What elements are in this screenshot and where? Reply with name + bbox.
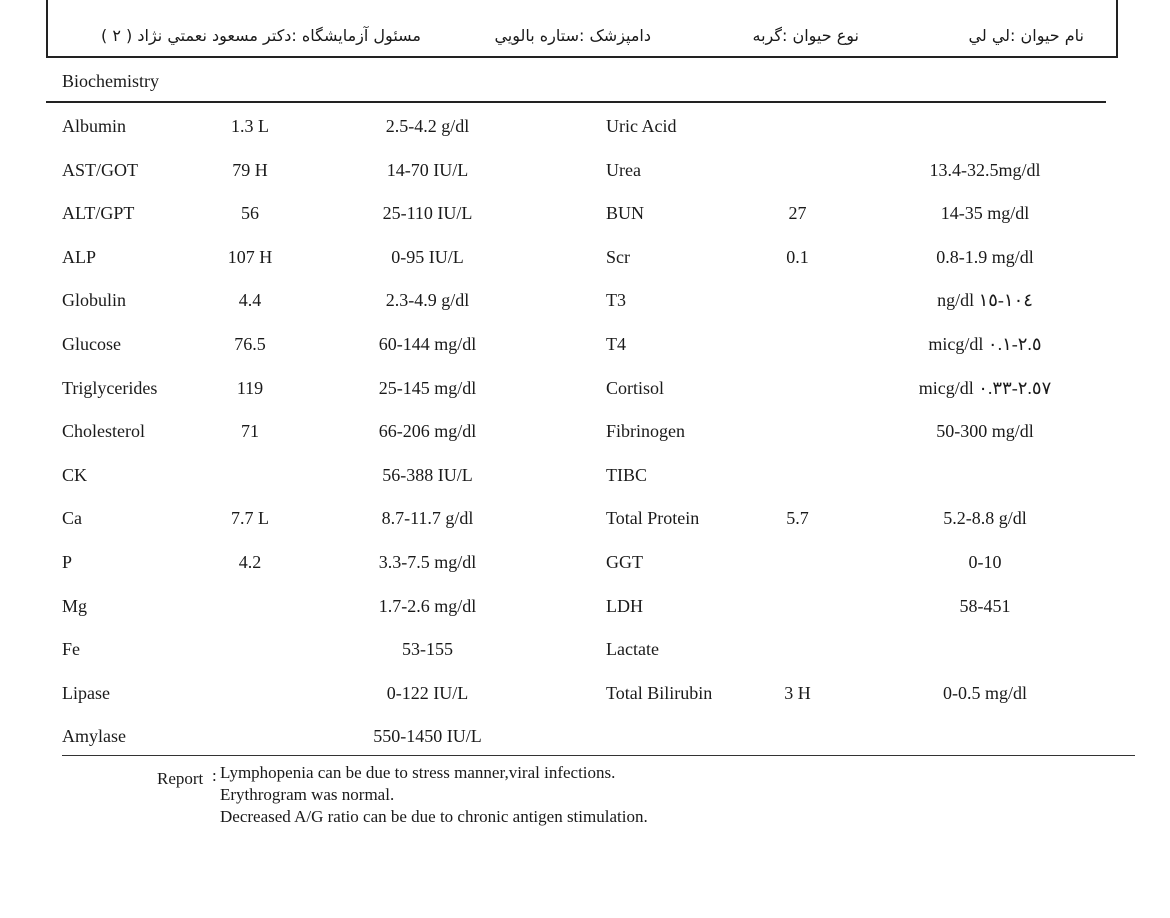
test-result: 5.7 — [786, 508, 809, 529]
test-name: Total Protein — [606, 508, 700, 529]
table-row — [0, 463, 1170, 487]
reference-range: 60-144 mg/dl — [378, 334, 477, 354]
reference-range: 66-206 mg/dl — [378, 421, 477, 442]
table-row — [0, 245, 1170, 269]
test-name: Total Bilirubin — [606, 682, 713, 703]
test-result: 27 — [788, 203, 807, 224]
reference-range: 13.4-32.5mg/dl — [929, 159, 1041, 180]
test-result: 107 H — [227, 246, 273, 267]
test-name: Urea — [606, 159, 641, 180]
reference-range: 0-10 — [968, 552, 1002, 572]
reference-range: 53-155 — [402, 639, 453, 660]
animal-name: نام حيوان :لي لي — [968, 26, 1084, 45]
test-name: Globulin — [62, 290, 127, 311]
test-result: 76.5 — [234, 334, 266, 354]
test-name: LDH — [606, 595, 643, 616]
lab-head: مسئول آزمايشگاه :دکتر مسعود نعمتي نژاد ( ٢ ) — [101, 26, 421, 45]
reference-range: 2.3-4.9 g/dl — [385, 290, 470, 311]
reference-range: 1.7-2.6 mg/dl — [378, 595, 477, 616]
test-name: TIBC — [606, 464, 648, 485]
reference-range: 0-95 IU/L — [391, 246, 464, 267]
reference-range: 56-388 IU/L — [382, 464, 473, 485]
animal-type: نوع حيوان :گربه — [752, 26, 859, 45]
test-name: T3 — [606, 290, 626, 311]
table-row — [0, 724, 1170, 748]
test-name: Cholesterol — [62, 421, 145, 442]
test-result: 79 H — [232, 159, 268, 180]
table-row — [0, 594, 1170, 618]
test-result: 119 — [236, 377, 264, 398]
report-line: Erythrogram was normal. — [220, 785, 395, 804]
report-line: Decreased A/G ratio can be due to chronic antigen stimulation. — [220, 807, 648, 826]
test-name: ALT/GPT — [62, 203, 135, 224]
test-name: Lipase — [62, 682, 110, 703]
test-name: Ca — [62, 508, 82, 529]
table-row — [0, 201, 1170, 225]
table-row — [0, 288, 1170, 312]
report-colon: : — [212, 766, 217, 785]
reference-range: 58-451 — [959, 595, 1011, 616]
test-result: 4.4 — [238, 290, 262, 311]
test-name: Albumin — [62, 116, 127, 136]
table-row — [0, 550, 1170, 574]
report-label: Report — [157, 769, 204, 788]
test-name: BUN — [606, 203, 645, 224]
reference-range: 5.2-8.8 g/dl — [943, 508, 1027, 529]
test-name: ALP — [62, 246, 97, 267]
test-name: Scr — [606, 246, 630, 267]
test-name: CK — [62, 464, 88, 485]
test-name: Uric Acid — [606, 116, 677, 136]
table-row — [0, 114, 1170, 138]
table-row — [0, 506, 1170, 530]
reference-range: 50-300 mg/dl — [936, 421, 1034, 442]
table-row — [0, 158, 1170, 182]
reference-range: 0.8-1.9 mg/dl — [936, 246, 1034, 267]
reference-range: 25-145 mg/dl — [378, 377, 477, 398]
table-row — [0, 419, 1170, 443]
test-result: 3 H — [784, 682, 811, 703]
test-result: 56 — [241, 203, 259, 224]
reference-range: micg/dl ٢.٥-٠.١ — [928, 334, 1042, 354]
report-text — [220, 762, 648, 828]
test-name: P — [62, 552, 73, 572]
table-row — [0, 376, 1170, 400]
test-result: 71 — [241, 421, 259, 442]
test-name: Mg — [62, 595, 88, 616]
reference-range: 2.5-4.2 g/dl — [385, 116, 470, 136]
test-name: Lactate — [606, 639, 659, 660]
test-name: Fibrinogen — [606, 421, 685, 442]
test-result: 7.7 L — [231, 508, 269, 529]
test-name: T4 — [606, 334, 626, 354]
test-result: 4.2 — [238, 552, 262, 572]
veterinarian: دامپزشک :ستاره بالويي — [494, 26, 651, 45]
table-bottom-rule — [62, 755, 1135, 756]
reference-range: 0-0.5 mg/dl — [943, 682, 1027, 703]
test-name: GGT — [606, 552, 643, 572]
section-title: Biochemistry — [62, 71, 159, 91]
test-name: AST/GOT — [62, 159, 138, 180]
table-row — [0, 637, 1170, 661]
reference-range: ng/dl ١٠٤-١٥ — [937, 290, 1033, 311]
test-name: Fe — [62, 639, 80, 660]
test-result: 0.1 — [786, 246, 809, 267]
test-result: 1.3 L — [231, 116, 269, 136]
test-name: Glucose — [62, 334, 121, 354]
reference-range: 550-1450 IU/L — [373, 726, 482, 747]
table-row — [0, 332, 1170, 356]
test-name: Triglycerides — [62, 377, 158, 398]
reference-range: 0-122 IU/L — [386, 682, 469, 703]
reference-range: micg/dl ٢.٥٧-٠.٣٣ — [918, 377, 1052, 398]
reference-range: 14-70 IU/L — [386, 159, 469, 180]
report-line: Lymphopenia can be due to stress manner,viral infections. — [220, 763, 616, 782]
reference-range: 14-35 mg/dl — [940, 203, 1030, 224]
section-divider — [46, 101, 1106, 103]
test-name: Amylase — [62, 726, 126, 747]
reference-range: 25-110 IU/L — [382, 203, 473, 224]
table-row — [0, 681, 1170, 705]
test-name: Cortisol — [606, 377, 665, 398]
reference-range: 8.7-11.7 g/dl — [381, 508, 474, 529]
reference-range: 3.3-7.5 mg/dl — [378, 552, 477, 572]
